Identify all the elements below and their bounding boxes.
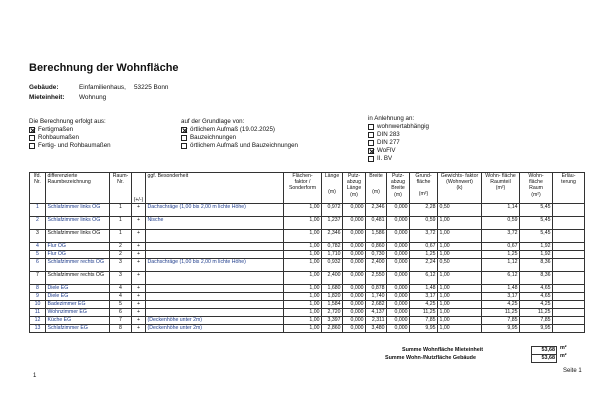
gebaeude-label: Gebäude: xyxy=(29,84,59,91)
cell-nr: 5 xyxy=(30,251,46,259)
cell-wohnges: 5,45 xyxy=(520,204,553,217)
cell-faktor: 1,00 xyxy=(284,204,322,217)
grundlage-option-0[interactable] xyxy=(181,126,298,134)
checkbox-icon[interactable] xyxy=(29,143,35,149)
table-header-row xyxy=(30,173,585,204)
anlehnung-option-label: wohnwertabhängig xyxy=(377,123,429,130)
cell-wohnges: 1,92 xyxy=(520,251,553,259)
col-header-grund: Grund- fläche (m²) xyxy=(410,173,438,204)
col-header-putz-laenge: Putz- abzug Länge (m) xyxy=(343,173,366,204)
cell-breite: 0,730 xyxy=(366,251,387,259)
cell-putz-breite: 0,000 xyxy=(387,204,410,217)
cell-faktor: 1,00 xyxy=(284,293,322,301)
cell-erl xyxy=(553,204,585,217)
checkbox-icon[interactable] xyxy=(368,124,374,130)
cell-raumnr: 4 xyxy=(110,293,132,301)
col-header-faktor: Flächen- faktor / Sonderform xyxy=(284,173,322,204)
cell-laenge: 1,680 xyxy=(322,285,343,293)
table-row xyxy=(30,301,585,309)
page-number: Seite 1 xyxy=(563,368,582,374)
grundlage-block xyxy=(181,118,298,150)
cell-putz-laenge: 0,000 xyxy=(343,285,366,293)
col-header-besonderheit: ggf. Besonderheit xyxy=(146,173,284,204)
checkbox-icon[interactable] xyxy=(29,135,35,141)
cell-faktor: 1,00 xyxy=(284,301,322,309)
basis-option-1[interactable] xyxy=(29,134,111,142)
cell-nr: 3 xyxy=(30,230,46,243)
anlehnung-option-2[interactable] xyxy=(368,139,429,147)
grundlage-option-label: Bauzeichnungen xyxy=(190,134,237,141)
cell-laenge: 2,860 xyxy=(322,325,343,333)
cell-erl xyxy=(553,285,585,293)
cell-faktor: 1,00 xyxy=(284,230,322,243)
cell-gew: 1,00 xyxy=(438,272,482,285)
cell-raumnr: 4 xyxy=(110,285,132,293)
cell-laenge: 0,782 xyxy=(322,243,343,251)
cell-raum: Diele EG xyxy=(46,285,110,293)
cell-wohnraum: 1,12 xyxy=(482,259,520,272)
cell-besonderheit xyxy=(146,272,284,285)
cell-wohnraum: 0,59 xyxy=(482,217,520,230)
summe-gebaeude-label: Summe Wohn-/Nutzfläche Gebäude xyxy=(385,355,476,361)
anlehnung-option-3[interactable] xyxy=(368,147,429,155)
cell-breite: 2,311 xyxy=(366,317,387,325)
cell-raumnr: 7 xyxy=(110,317,132,325)
summe-mieteinheit-value: 53,68 xyxy=(531,346,557,355)
cell-gew: 1,00 xyxy=(438,243,482,251)
cell-laenge: 2,720 xyxy=(322,309,343,317)
cell-pm: + xyxy=(132,243,146,251)
cell-besonderheit xyxy=(146,309,284,317)
cell-laenge: 0,932 xyxy=(322,259,343,272)
cell-besonderheit: (Deckenhöhe unter 2m) xyxy=(146,317,284,325)
cell-putz-breite: 0,000 xyxy=(387,301,410,309)
cell-laenge: 2,346 xyxy=(322,230,343,243)
cell-raumnr: 3 xyxy=(110,259,132,272)
cell-pm: + xyxy=(132,272,146,285)
anlehnung-block xyxy=(368,115,429,163)
cell-faktor: 1,00 xyxy=(284,285,322,293)
grundlage-option-label: örtlichem Aufmaß (19.02.2025) xyxy=(190,126,275,133)
anlehnung-option-4[interactable] xyxy=(368,155,429,163)
cell-besonderheit xyxy=(146,251,284,259)
cell-raum: Küche EG xyxy=(46,317,110,325)
cell-putz-laenge: 0,000 xyxy=(343,272,366,285)
cell-raum: Diele EG xyxy=(46,293,110,301)
cell-pm: + xyxy=(132,204,146,217)
col-header-wohnges: Wohn- fläche Raum (m²) xyxy=(520,173,553,204)
cell-laenge: 1,237 xyxy=(322,217,343,230)
cell-putz-laenge: 0,000 xyxy=(343,259,366,272)
cell-grund: 9,95 xyxy=(410,325,438,333)
grundlage-heading: auf der Grundlage von: xyxy=(181,118,245,125)
gebaeude-city: 53225 Bonn xyxy=(134,84,169,91)
table-row xyxy=(30,251,585,259)
cell-grund: 11,25 xyxy=(410,309,438,317)
cell-erl xyxy=(553,251,585,259)
cell-putz-laenge: 0,000 xyxy=(343,243,366,251)
cell-breite: 1,740 xyxy=(366,293,387,301)
cell-pm: + xyxy=(132,259,146,272)
cell-besonderheit: Nische xyxy=(146,217,284,230)
cell-putz-breite: 0,000 xyxy=(387,243,410,251)
cell-putz-breite: 0,000 xyxy=(387,293,410,301)
cell-gew: 1,00 xyxy=(438,301,482,309)
cell-wohnges: 8,36 xyxy=(520,259,553,272)
col-header-raum: differenzierte Raumbezeichnung xyxy=(46,173,110,204)
cell-putz-breite: 0,000 xyxy=(387,317,410,325)
cell-pm: + xyxy=(132,301,146,309)
table-row xyxy=(30,285,585,293)
basis-option-2[interactable] xyxy=(29,142,111,150)
cell-putz-laenge: 0,000 xyxy=(343,230,366,243)
cell-pm: + xyxy=(132,285,146,293)
cell-raumnr: 2 xyxy=(110,243,132,251)
cell-pm: + xyxy=(132,293,146,301)
cell-wohnraum: 4,25 xyxy=(482,301,520,309)
cell-wohnges: 1,92 xyxy=(520,243,553,251)
summe-gebaeude-value: 53,68 xyxy=(531,354,557,363)
cell-erl xyxy=(553,309,585,317)
cell-wohnraum: 1,48 xyxy=(482,285,520,293)
cell-breite: 4,137 xyxy=(366,309,387,317)
checkbox-icon[interactable] xyxy=(181,143,187,149)
cell-laenge: 1,820 xyxy=(322,293,343,301)
cell-breite: 2,346 xyxy=(366,204,387,217)
cell-gew: 1,00 xyxy=(438,325,482,333)
cell-besonderheit: Dachschräge (1,00 bis 2,00 m lichte Höhe) xyxy=(146,204,284,217)
cell-putz-laenge: 0,000 xyxy=(343,309,366,317)
cell-raum: Schlafzimmer links OG xyxy=(46,204,110,217)
cell-wohnraum: 3,72 xyxy=(482,230,520,243)
cell-wohnges: 8,36 xyxy=(520,272,553,285)
cell-erl xyxy=(553,217,585,230)
cell-erl xyxy=(553,325,585,333)
cell-faktor: 1,00 xyxy=(284,272,322,285)
col-header-raumnr: Raum- Nr. xyxy=(110,173,132,204)
cell-breite: 0,860 xyxy=(366,243,387,251)
cell-putz-breite: 0,000 xyxy=(387,325,410,333)
cell-faktor: 1,00 xyxy=(284,217,322,230)
cell-erl xyxy=(553,230,585,243)
cell-faktor: 1,00 xyxy=(284,317,322,325)
cell-besonderheit xyxy=(146,301,284,309)
cell-pm: + xyxy=(132,230,146,243)
wohnflaeche-table xyxy=(29,172,585,333)
col-header-putz-breite: Putz- abzug Breite (m) xyxy=(387,173,410,204)
cell-raum: Schlafzimmer links OG xyxy=(46,230,110,243)
cell-breite: 2,400 xyxy=(366,259,387,272)
cell-pm: + xyxy=(132,217,146,230)
cell-pm: + xyxy=(132,251,146,259)
checkbox-icon[interactable] xyxy=(368,148,374,154)
cell-faktor: 1,00 xyxy=(284,309,322,317)
table-row xyxy=(30,272,585,285)
basis-heading: Die Berechnung erfolgt aus: xyxy=(29,118,106,125)
cell-grund: 3,72 xyxy=(410,230,438,243)
cell-besonderheit: (Deckenhöhe unter 2m) xyxy=(146,325,284,333)
cell-laenge: 1,710 xyxy=(322,251,343,259)
cell-gew: 1,00 xyxy=(438,309,482,317)
cell-pm: + xyxy=(132,309,146,317)
table-row xyxy=(30,325,585,333)
cell-gew: 1,00 xyxy=(438,217,482,230)
cell-putz-breite: 0,000 xyxy=(387,272,410,285)
cell-raumnr: 3 xyxy=(110,272,132,285)
cell-wohnges: 5,45 xyxy=(520,230,553,243)
cell-grund: 4,25 xyxy=(410,301,438,309)
cell-grund: 0,67 xyxy=(410,243,438,251)
grundlage-option-1[interactable] xyxy=(181,134,298,142)
cell-faktor: 1,00 xyxy=(284,243,322,251)
cell-raum: Wohnzimmer EG xyxy=(46,309,110,317)
mieteinheit-row xyxy=(29,94,106,101)
cell-breite: 2,550 xyxy=(366,272,387,285)
basis-option-label: Fertig- und Rohbaumaßen xyxy=(38,142,111,149)
cell-pm: + xyxy=(132,325,146,333)
summe-mieteinheit-unit: m² xyxy=(560,345,567,351)
cell-raum: Badezimmer EG xyxy=(46,301,110,309)
cell-raum: Schlafzimmer rechts OG xyxy=(46,272,110,285)
checkbox-icon[interactable] xyxy=(368,140,374,146)
cell-erl xyxy=(553,317,585,325)
anlehnung-option-label: DIN 283 xyxy=(377,131,400,138)
col-header-breite: Breite (m) xyxy=(366,173,387,204)
cell-nr: 8 xyxy=(30,285,46,293)
cell-wohnges: 4,25 xyxy=(520,301,553,309)
footer-left: 1 xyxy=(33,373,37,379)
cell-putz-breite: 0,000 xyxy=(387,285,410,293)
cell-grund: 7,85 xyxy=(410,317,438,325)
checkbox-icon[interactable] xyxy=(181,127,187,133)
cell-raumnr: 1 xyxy=(110,204,132,217)
cell-grund: 1,25 xyxy=(410,251,438,259)
cell-wohnges: 9,95 xyxy=(520,325,553,333)
cell-grund: 1,48 xyxy=(410,285,438,293)
grundlage-option-label: örtlichem Aufmaß und Bauzeichnungen xyxy=(190,142,299,149)
cell-raumnr: 1 xyxy=(110,217,132,230)
anlehnung-option-label: WoFlV xyxy=(377,147,396,154)
anlehnung-option-label: II. BV xyxy=(377,155,393,162)
cell-wohnges: 11,25 xyxy=(520,309,553,317)
cell-wohnraum: 11,25 xyxy=(482,309,520,317)
cell-laenge: 0,972 xyxy=(322,204,343,217)
cell-wohnraum: 6,12 xyxy=(482,272,520,285)
cell-breite: 0,481 xyxy=(366,217,387,230)
cell-putz-laenge: 0,000 xyxy=(343,251,366,259)
cell-faktor: 1,00 xyxy=(284,259,322,272)
cell-breite: 1,586 xyxy=(366,230,387,243)
cell-gew: 1,00 xyxy=(438,285,482,293)
cell-nr: 1 xyxy=(30,204,46,217)
cell-wohnges: 7,85 xyxy=(520,317,553,325)
col-header-pm: (+/-) xyxy=(132,173,146,204)
cell-gew: 1,00 xyxy=(438,293,482,301)
cell-grund: 0,59 xyxy=(410,217,438,230)
cell-wohnraum: 1,14 xyxy=(482,204,520,217)
mieteinheit-label: Mieteinheit: xyxy=(29,94,65,101)
cell-pm: + xyxy=(132,317,146,325)
cell-faktor: 1,00 xyxy=(284,251,322,259)
cell-gew: 0,50 xyxy=(438,204,482,217)
cell-raum: Schlafzimmer links OG xyxy=(46,217,110,230)
cell-besonderheit xyxy=(146,243,284,251)
cell-laenge: 3,397 xyxy=(322,317,343,325)
basis-block xyxy=(29,118,111,150)
grundlage-option-2[interactable] xyxy=(181,142,298,150)
cell-erl xyxy=(553,272,585,285)
cell-wohnraum: 0,67 xyxy=(482,243,520,251)
cell-wohnraum: 1,25 xyxy=(482,251,520,259)
table-row xyxy=(30,217,585,230)
cell-gew: 1,00 xyxy=(438,317,482,325)
gebaeude-row xyxy=(29,84,168,91)
anlehnung-option-1[interactable] xyxy=(368,131,429,139)
cell-gew: 1,00 xyxy=(438,251,482,259)
checkbox-icon[interactable] xyxy=(29,127,35,133)
cell-breite: 3,480 xyxy=(366,325,387,333)
table-row xyxy=(30,309,585,317)
cell-putz-laenge: 0,000 xyxy=(343,204,366,217)
col-header-wohnraum: Wohn- fläche Raumteil (m²) xyxy=(482,173,520,204)
cell-putz-breite: 0,000 xyxy=(387,217,410,230)
cell-wohnraum: 9,95 xyxy=(482,325,520,333)
cell-nr: 13 xyxy=(30,325,46,333)
cell-erl xyxy=(553,301,585,309)
cell-nr: 4 xyxy=(30,243,46,251)
col-header-laenge: Länge (m) xyxy=(322,173,343,204)
basis-option-0[interactable] xyxy=(29,126,111,134)
cell-breite: 0,878 xyxy=(366,285,387,293)
checkbox-icon[interactable] xyxy=(368,132,374,138)
cell-besonderheit xyxy=(146,293,284,301)
cell-raumnr: 6 xyxy=(110,309,132,317)
basis-option-label: Rohbaumaßen xyxy=(38,134,79,141)
cell-wohnges: 4,65 xyxy=(520,293,553,301)
cell-laenge: 1,584 xyxy=(322,301,343,309)
cell-nr: 2 xyxy=(30,217,46,230)
cell-putz-laenge: 0,000 xyxy=(343,317,366,325)
cell-putz-laenge: 0,000 xyxy=(343,217,366,230)
table-row xyxy=(30,243,585,251)
cell-wohnges: 4,65 xyxy=(520,285,553,293)
cell-putz-laenge: 0,000 xyxy=(343,301,366,309)
cell-nr: 11 xyxy=(30,309,46,317)
cell-putz-breite: 0,000 xyxy=(387,230,410,243)
cell-grund: 2,28 xyxy=(410,204,438,217)
cell-grund: 2,24 xyxy=(410,259,438,272)
cell-wohnraum: 3,17 xyxy=(482,293,520,301)
cell-laenge: 2,400 xyxy=(322,272,343,285)
cell-putz-breite: 0,000 xyxy=(387,259,410,272)
anlehnung-option-0[interactable] xyxy=(368,123,429,131)
summe-gebaeude-unit: m² xyxy=(560,353,567,359)
mieteinheit-value: Wohnung xyxy=(79,94,107,101)
cell-raumnr: 5 xyxy=(110,301,132,309)
cell-raumnr: 8 xyxy=(110,325,132,333)
cell-besonderheit xyxy=(146,285,284,293)
page-title: Berechnung der Wohnfläche xyxy=(29,62,179,74)
checkbox-icon[interactable] xyxy=(181,135,187,141)
basis-option-label: Fertigmaßen xyxy=(38,126,74,133)
cell-putz-breite: 0,000 xyxy=(387,309,410,317)
cell-erl xyxy=(553,259,585,272)
col-header-gew: Gewichts- faktor (Wohnwert) (k) xyxy=(438,173,482,204)
cell-raumnr: 1 xyxy=(110,230,132,243)
cell-breite: 2,682 xyxy=(366,301,387,309)
cell-gew: 1,00 xyxy=(438,230,482,243)
cell-nr: 6 xyxy=(30,259,46,272)
table-row xyxy=(30,259,585,272)
cell-besonderheit xyxy=(146,230,284,243)
cell-erl xyxy=(553,243,585,251)
cell-grund: 3,17 xyxy=(410,293,438,301)
cell-gew: 0,50 xyxy=(438,259,482,272)
anlehnung-heading: in Anlehnung an: xyxy=(368,115,415,122)
anlehnung-option-label: DIN 277 xyxy=(377,139,400,146)
table-row xyxy=(30,230,585,243)
cell-nr: 12 xyxy=(30,317,46,325)
cell-putz-laenge: 0,000 xyxy=(343,325,366,333)
cell-besonderheit: Dachschräge (1,00 bis 2,00 m lichte Höhe) xyxy=(146,259,284,272)
cell-faktor: 1,00 xyxy=(284,325,322,333)
table-row xyxy=(30,317,585,325)
cell-nr: 10 xyxy=(30,301,46,309)
cell-wohnges: 5,45 xyxy=(520,217,553,230)
cell-raum: Schlafzimmer rechts OG xyxy=(46,259,110,272)
cell-erl xyxy=(553,293,585,301)
cell-putz-breite: 0,000 xyxy=(387,251,410,259)
summe-mieteinheit-label: Summe Wohnfläche Mieteinheit xyxy=(402,347,484,353)
cell-raumnr: 2 xyxy=(110,251,132,259)
cell-grund: 6,12 xyxy=(410,272,438,285)
cell-wohnraum: 7,85 xyxy=(482,317,520,325)
cell-raum: Flur OG xyxy=(46,243,110,251)
cell-raum: Flur OG xyxy=(46,251,110,259)
table-row xyxy=(30,293,585,301)
cell-nr: 9 xyxy=(30,293,46,301)
checkbox-icon[interactable] xyxy=(368,156,374,162)
cell-putz-laenge: 0,000 xyxy=(343,293,366,301)
col-header-erl: Erläu- terung xyxy=(553,173,585,204)
gebaeude-value: Einfamilienhaus, xyxy=(79,84,126,91)
cell-nr: 7 xyxy=(30,272,46,285)
table-row xyxy=(30,204,585,217)
col-header-nr: lfd. Nr. xyxy=(30,173,46,204)
cell-raum: Schlafzimmer EG xyxy=(46,325,110,333)
